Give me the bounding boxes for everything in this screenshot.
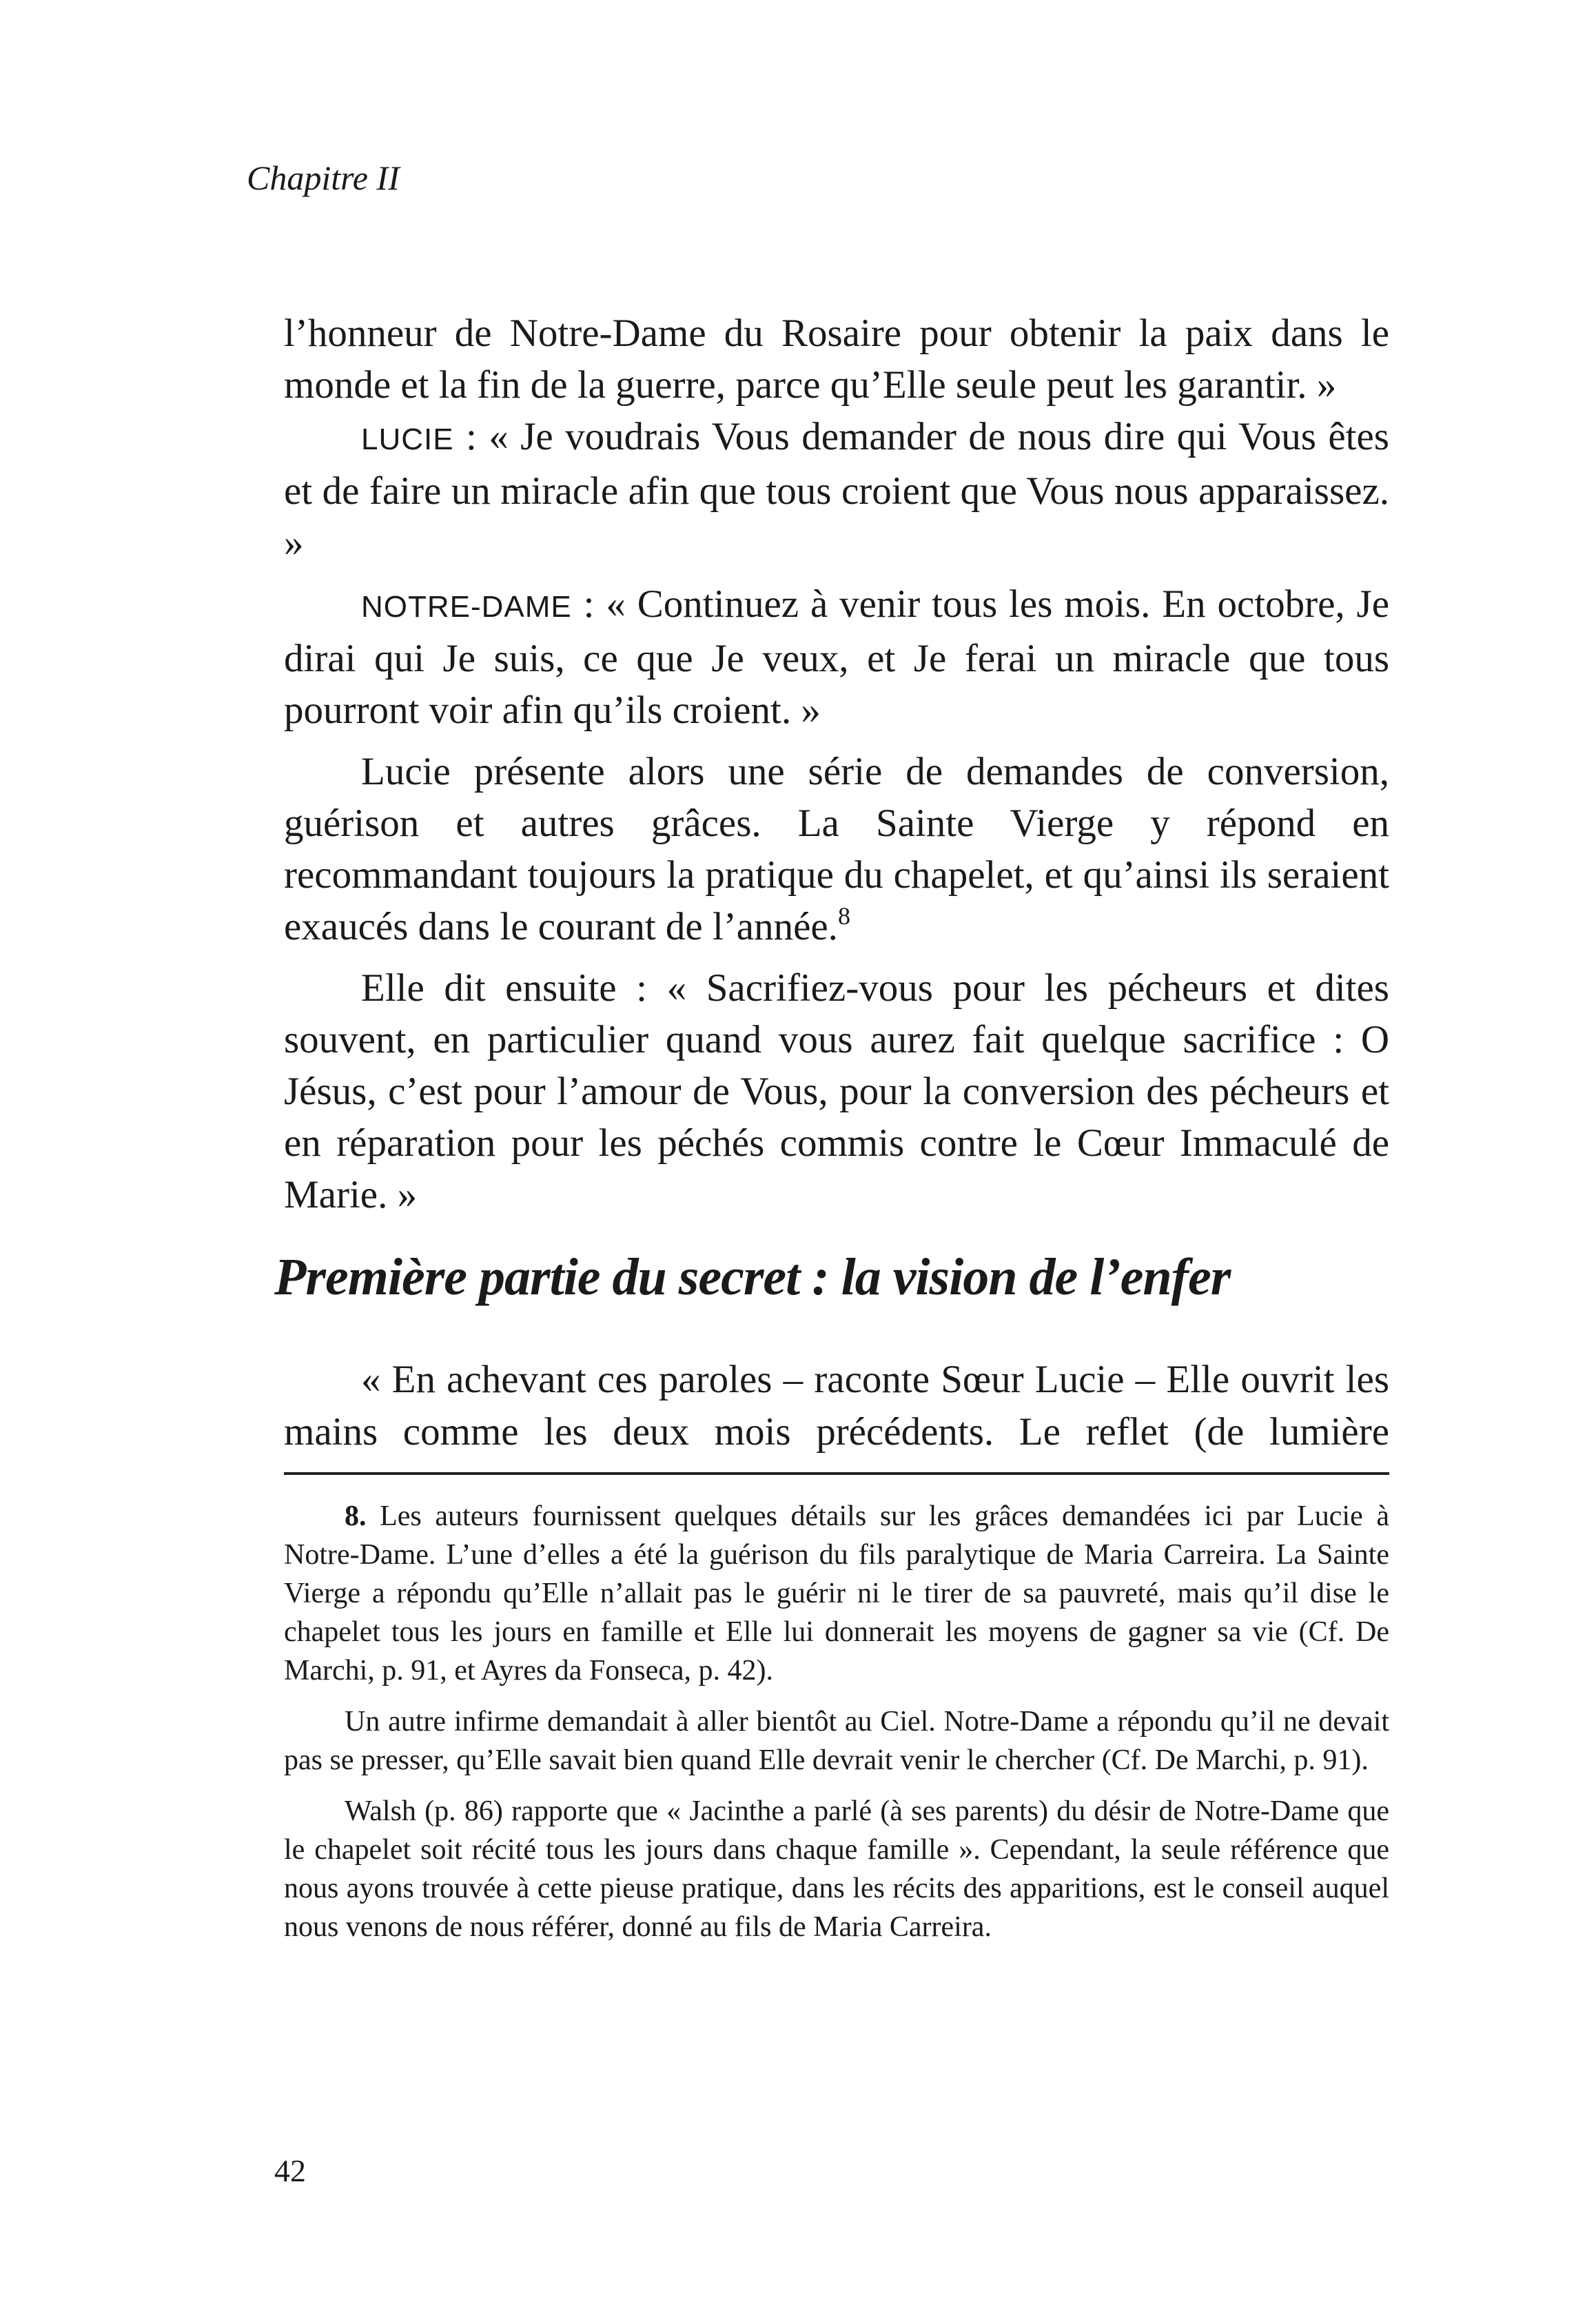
paragraph-sacrifice-prayer: Elle dit ensuite : « Sacrifiez-vous pour les pécheurs et dites souvent, en particulier quand vous aurez fait quelque sacrifice : O Jésus, c’est pour l’amour de Vous, pour la conversion des pécheurs et en réparation pour les péchés commis contre le Cœur Immaculé de Marie. »: [284, 966, 1389, 1216]
speaker-lucie: LUCIE: [361, 422, 454, 456]
footnote-8-paragraph-2: Un autre infirme demandait à aller bientôt au Ciel. Notre-Dame a répondu qu’il ne devait pas se presser, qu’Elle savait bien quand Elle devrait venir le chercher (Cf. De Marchi, p. 91).: [284, 1706, 1389, 1776]
paragraph-lucie: [284, 411, 1389, 569]
page-number: 42: [274, 2153, 306, 2188]
footnotes: [284, 1497, 1389, 1959]
paragraph-notre-dame: [284, 578, 1389, 736]
footnote-8-paragraph-3: Walsh (p. 86) rapporte que « Jacinthe a parlé (à ses parents) du désir de Notre-Dame que le chapelet soit récité tous les jours dans chaque famille ». Cependant, la seule référence que nous ayons trouvée à cette pieuse pratique, dans les récits des apparitions, est le conseil auquel nous venons de nous référer, donné au fils de Maria Carreira.: [284, 1795, 1389, 1943]
footnote-8-text: Les auteurs fournissent quelques détails sur les grâces demandées ici par Lucie à Notre-Dame. L’une d’elles a été la guérison du fils paralytique de Maria Carreira. La Sainte Vierge a répondu qu’Elle n’allait pas le guérir ni le tirer de sa pauvreté, mais qu’il dise le chapelet tous les jours en famille et Elle lui donnerait les moyens de gagner sa vie (Cf. De Marchi, p. 91, et Ayres da Fonseca, p. 42).: [284, 1500, 1389, 1687]
footnote-8: [284, 1497, 1389, 1690]
footnote-number: 8.: [345, 1500, 367, 1532]
paragraph-notre-dame-text: : « Continuez à venir tous les mois. En octobre, Je dirai qui Je suis, ce que Je veux, et Je ferai un miracle que tous pourront voir afin qu’ils croient. »: [284, 582, 1389, 732]
paragraph-vision-start: « En achevant ces paroles – raconte Sœur Lucie – Elle ouvrit les mains comme les deux mois précédents. Le reflet (de lumière: [284, 1358, 1389, 1454]
paragraph-continuation: l’honneur de Notre-Dame du Rosaire pour obtenir la paix dans le monde et la fin de la guerre, parce qu’Elle seule peut les garantir. »: [284, 312, 1389, 407]
section-body: [284, 1354, 1389, 1458]
footnote-reference: 8: [837, 902, 850, 930]
footnote-divider: [284, 1472, 1389, 1475]
running-head: Chapitre II: [247, 159, 400, 197]
section-title: Première partie du secret : la vision de l’enfer: [274, 1248, 1231, 1306]
paragraph-lucie-text: : « Je voudrais Vous demander de nous dire qui Vous êtes et de faire un miracle afin que tous croient que Vous nous apparaissez. »: [284, 415, 1389, 564]
paragraph-lucie-requests-text: Lucie présente alors une série de demandes de conversion, guérison et autres grâces. La Sainte Vierge y répond en recommandant toujours la pratique du chapelet, et qu’ainsi ils seraient exaucés dans le courant de l’année.: [284, 750, 1389, 948]
body-text: [284, 307, 1389, 1221]
paragraph-lucie-requests: [284, 746, 1389, 952]
speaker-notre-dame: NOTRE-DAME: [361, 590, 572, 624]
